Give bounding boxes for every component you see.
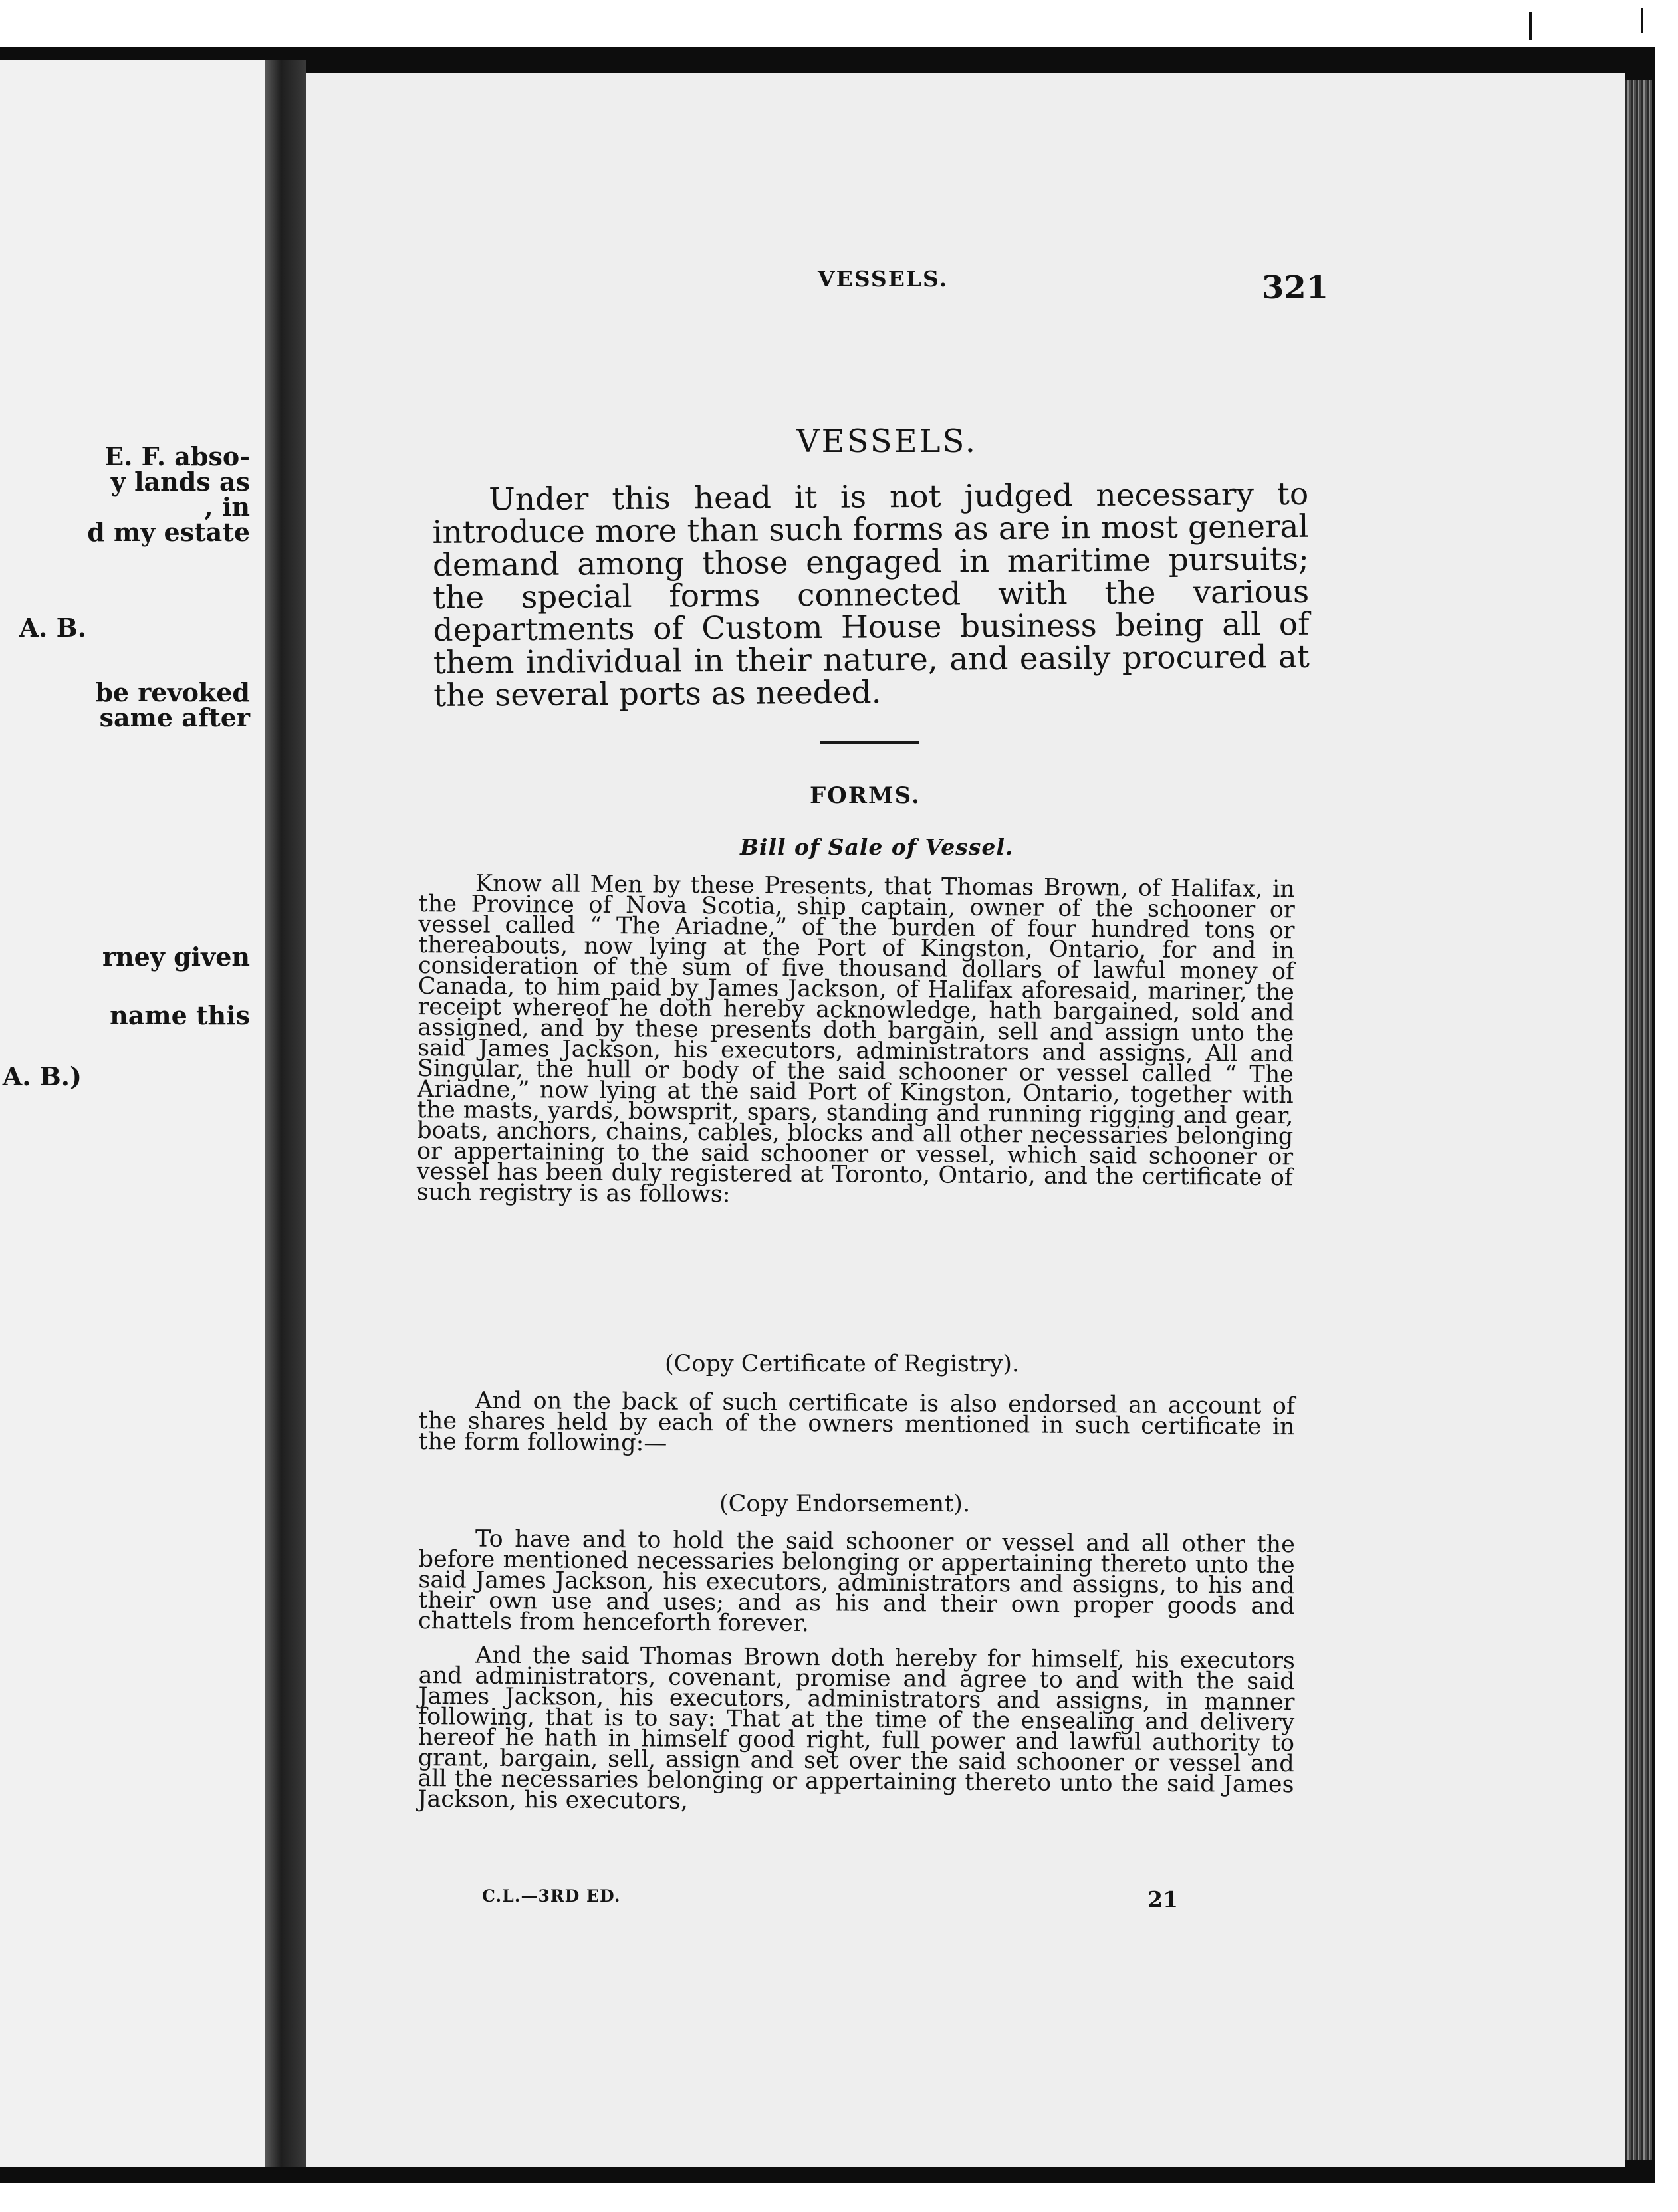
left-page-line: A. B.): [2, 1061, 82, 1091]
running-title: VESSELS.: [818, 266, 949, 292]
form-paragraph: And on the back of such certificate is also endorsed an account of the shares held by each of the owners mentioned in such certificate in the form following:—: [418, 1387, 1296, 1457]
section-divider: [820, 741, 919, 744]
copy-certificate-note: (Copy Certificate of Registry).: [665, 1351, 1020, 1377]
form-title: Bill of Sale of Vessel.: [740, 834, 1014, 860]
form-paragraph: And the said Thomas Brown doth hereby for himself, his executors and administrators, covenant, promise and agree to and with the said James Jackson, his executors, administrators and assigns, in manner following, that is to say: That at the time of the ensealing and delivery hereof he hath in himself good right, full power and lawful authority to grant, bargain, sell, assign and set over the said schooner or vessel and all the necessaries belonging or appertaining thereto unto the said James Jackson, his executors,: [418, 1642, 1296, 1815]
left-page-line: d my estate: [87, 517, 250, 547]
scan-tick-mark: [1641, 8, 1643, 33]
left-page-line: , in: [204, 492, 250, 522]
page-number: 321: [1262, 269, 1329, 306]
left-page-line: E. F. abso-: [104, 441, 250, 471]
page-edges: [1625, 80, 1652, 2160]
section-heading: VESSELS.: [796, 423, 977, 460]
left-page-line: y lands as: [110, 467, 250, 497]
left-page-line: be revoked: [95, 677, 250, 707]
form-paragraph: Know all Men by these Presents, that Thomas Brown, of Halifax, in the Province of Nova Scotia, ship captain, owner of the schooner or vessel called “ The Ariadne,” of the burden of four hundred tons or thereabouts, now lying at the Port of Kingston, Ontario, for and in consideration of the sum of five thousand dollars of lawful money of Canada, to him paid by James Jackson, of Halifax aforesaid, mariner, the receipt whereof he doth hereby acknowledge, hath bargained, sold and assigned, and by these presents doth bargain, sell and assign unto the said James Jackson, his executors, administrators and assigns, All and Singular, the hull or body of the said schooner or vessel called “ The Ariadne,” now lying at the said Port of Kingston, Ontario, together with the masts, yards, bowsprit, spars, standing and running rigging and gear, boats, anchors, chains, cables, blocks and all other necessaries belonging or appertaining to the said schooner or vessel, which said schooner or vessel has been duly registered at Toronto, Ontario, and the certificate of such registry is as follows:: [416, 870, 1296, 1208]
copy-endorsement-note: (Copy Endorsement).: [719, 1491, 971, 1517]
left-page-line: rney given: [102, 942, 250, 972]
left-page-line: A. B.: [19, 613, 86, 643]
form-paragraph: To have and to hold the said schooner or vessel and all other the before mentioned necessaries belonging or appertaining thereto unto the said James Jackson, his executors, administrators and assigns, to his and their own use and uses; and as his and their own proper goods and chattels from henceforth forever.: [418, 1525, 1296, 1638]
left-page: [0, 60, 265, 2167]
sheet-number: 21: [1147, 1886, 1178, 1912]
forms-heading: FORMS.: [810, 782, 921, 809]
intro-paragraph: Under this head it is not judged necessary to introduce more than such forms as are in most general demand among those engaged in maritime pursuits; the special forms connected with the various departments of Custom House business being all of them individual in their nature, and easily procured at the several ports as needed.: [432, 475, 1310, 714]
scan-tick-mark: [1529, 12, 1532, 40]
printer-signature: C.L.—3RD ED.: [482, 1886, 621, 1906]
book-gutter: [265, 60, 306, 2167]
left-page-line: same after: [99, 703, 250, 732]
left-page-line: name this: [110, 1000, 250, 1030]
